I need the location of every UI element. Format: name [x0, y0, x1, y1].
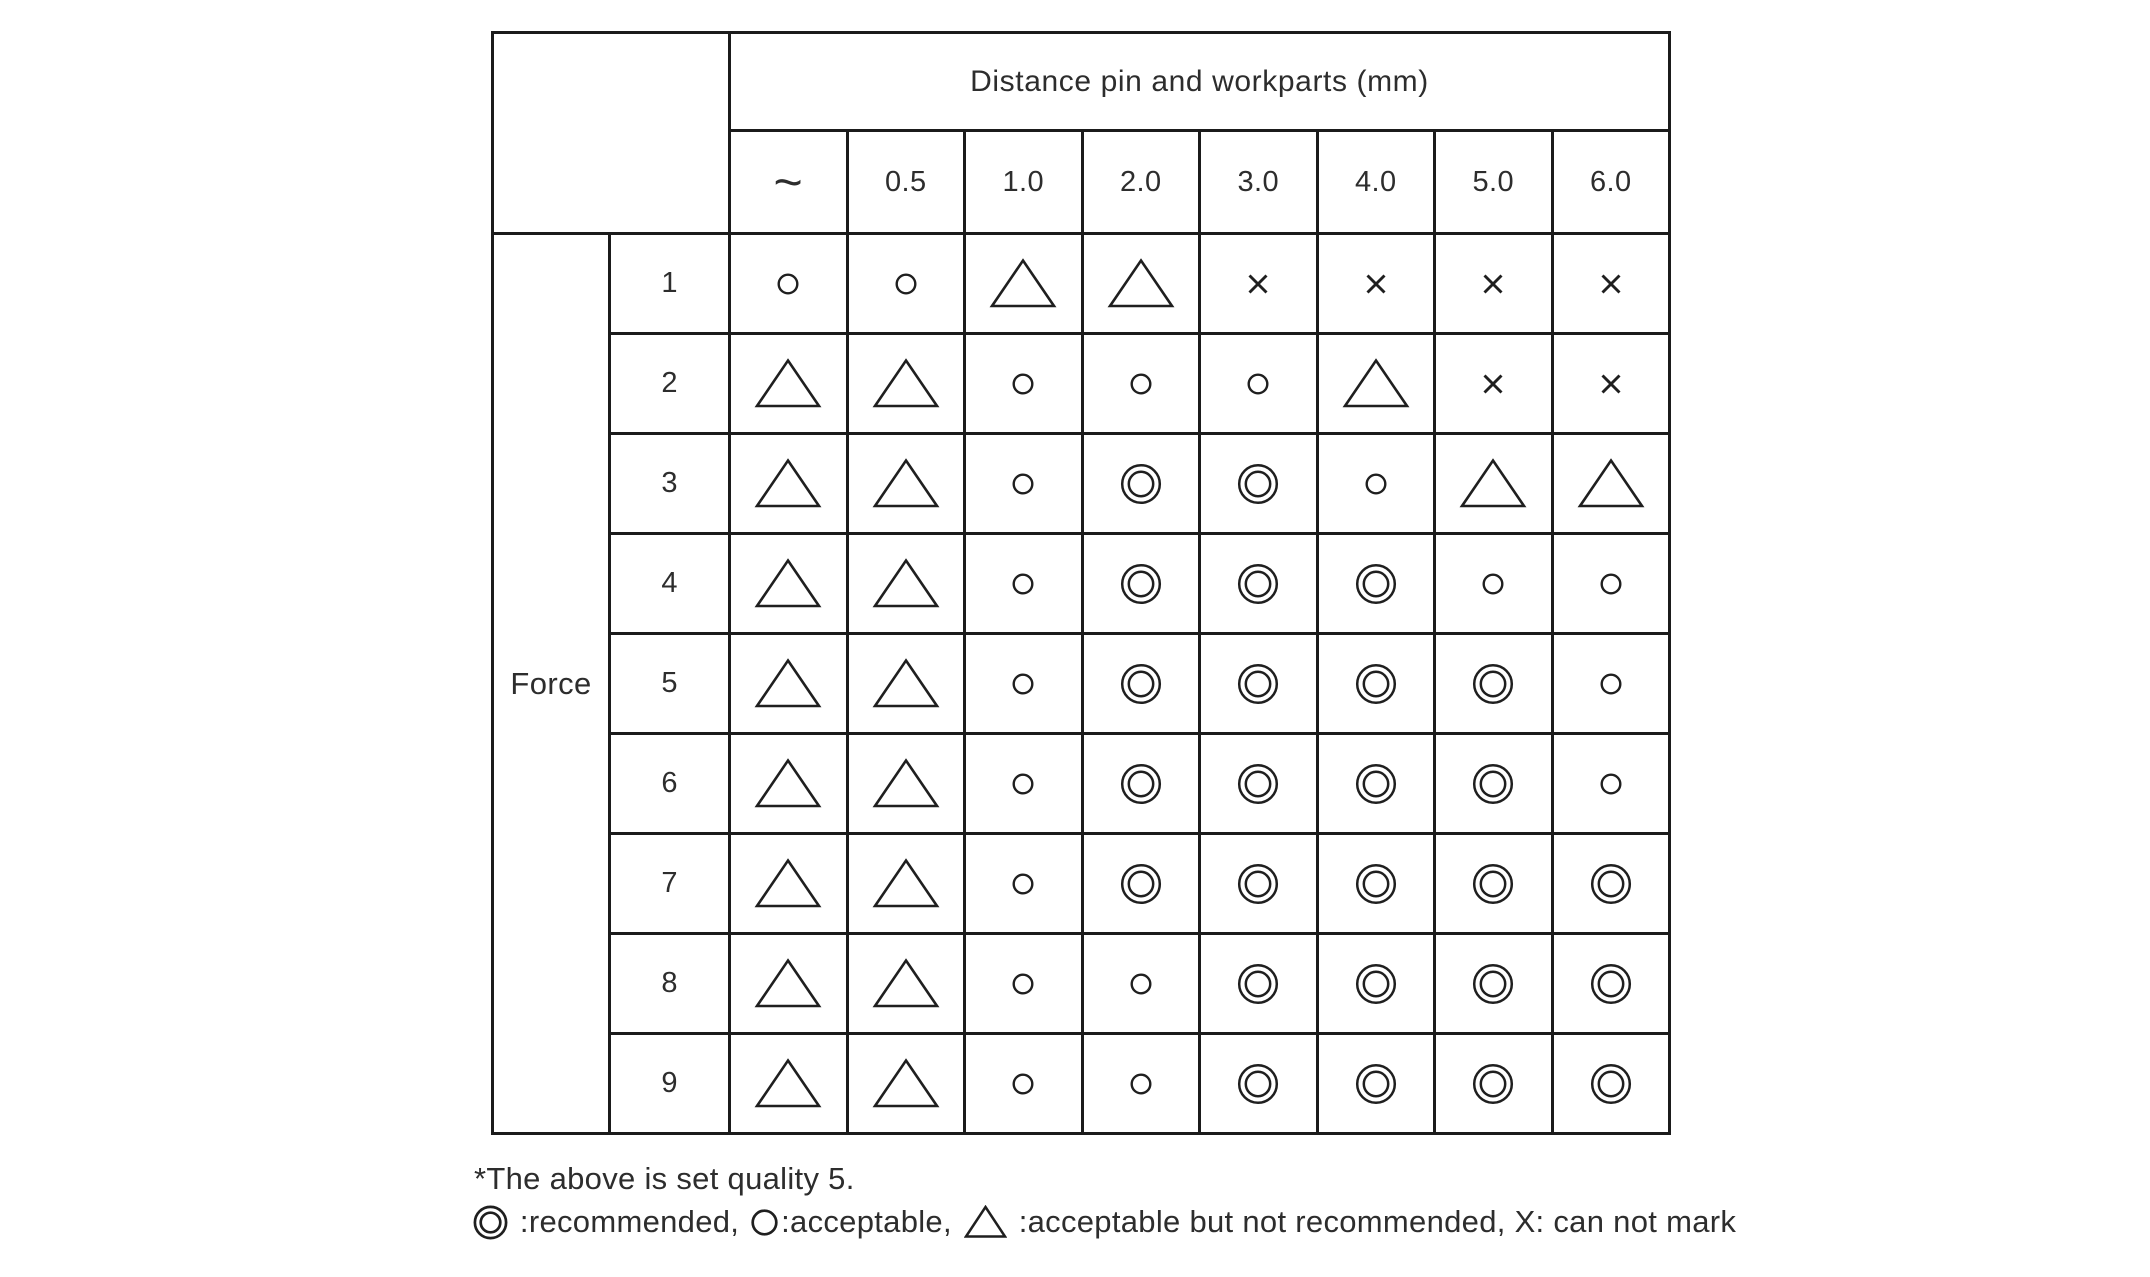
cell-force9-col4.0 — [1317, 1034, 1435, 1134]
cell-force5-col1.0 — [965, 634, 1083, 734]
double-circle-icon — [1355, 663, 1397, 705]
legend-text: :acceptable, — [781, 1204, 961, 1239]
double-circle-icon — [1237, 863, 1279, 905]
corner-blank-cell — [493, 33, 730, 234]
double-circle-icon — [1120, 763, 1162, 805]
cell-force4-col4.0 — [1317, 534, 1435, 634]
cell-force5-col5.0 — [1435, 634, 1553, 734]
triangle-icon — [754, 1058, 822, 1109]
triangle-icon — [754, 558, 822, 609]
cell-force1-col6.0 — [1552, 234, 1670, 334]
cell-force7-col1.0 — [965, 834, 1083, 934]
double-circle-icon — [1472, 963, 1514, 1005]
cell-force6-col5.0 — [1435, 734, 1553, 834]
double-circle-icon — [1120, 863, 1162, 905]
column-header-3.0: 3.0 — [1200, 131, 1318, 234]
circle-icon — [1600, 573, 1622, 595]
cross-icon — [1598, 271, 1624, 297]
cell-force7-col~ — [730, 834, 848, 934]
double-circle-icon — [1120, 663, 1162, 705]
force-row-4 — [493, 534, 1670, 634]
cell-force8-col0.5 — [847, 934, 965, 1034]
circle-icon — [1012, 373, 1034, 395]
triangle-icon — [872, 658, 940, 709]
double-circle-icon — [1237, 1063, 1279, 1105]
cell-force9-col2.0 — [1082, 1034, 1200, 1134]
title-row — [493, 33, 1670, 131]
cross-icon — [1598, 371, 1624, 397]
cell-force4-col5.0 — [1435, 534, 1553, 634]
cell-force9-col~ — [730, 1034, 848, 1134]
cell-force8-col1.0 — [965, 934, 1083, 1034]
cross-icon — [1480, 271, 1506, 297]
legend-text: :recommended, — [511, 1204, 749, 1239]
circle-icon — [1130, 973, 1152, 995]
cell-force9-col5.0 — [1435, 1034, 1553, 1134]
double-circle-icon — [1355, 563, 1397, 605]
force-row-6 — [493, 734, 1670, 834]
cell-force1-col5.0 — [1435, 234, 1553, 334]
double-circle-icon — [1472, 863, 1514, 905]
marking-quality-table — [491, 31, 1671, 1135]
legend-text: :acceptable but not recommended, X: can not mark — [1009, 1204, 1737, 1239]
cell-force3-col~ — [730, 434, 848, 534]
cell-force1-col1.0 — [965, 234, 1083, 334]
cell-force9-col1.0 — [965, 1034, 1083, 1134]
cell-force8-col4.0 — [1317, 934, 1435, 1034]
triangle-icon — [1577, 458, 1645, 509]
circle-icon — [1012, 873, 1034, 895]
triangle-icon — [754, 358, 822, 409]
circle-icon — [1600, 673, 1622, 695]
legend-double-circle-icon — [473, 1205, 508, 1240]
circle-icon — [1012, 773, 1034, 795]
double-circle-icon — [1355, 1063, 1397, 1105]
triangle-icon — [872, 358, 940, 409]
cell-force9-col6.0 — [1552, 1034, 1670, 1134]
force-value: 4 — [610, 534, 730, 634]
circle-icon — [1247, 373, 1269, 395]
force-group-label: Force — [493, 234, 610, 1134]
column-header-4.0: 4.0 — [1317, 131, 1435, 234]
cell-force2-col4.0 — [1317, 334, 1435, 434]
force-value: 8 — [610, 934, 730, 1034]
circle-icon — [1365, 473, 1387, 495]
column-header-6.0: 6.0 — [1552, 131, 1670, 234]
cell-force4-col0.5 — [847, 534, 965, 634]
force-value: 3 — [610, 434, 730, 534]
circle-icon — [1012, 673, 1034, 695]
cell-force4-col1.0 — [965, 534, 1083, 634]
force-value: 7 — [610, 834, 730, 934]
triangle-icon — [872, 458, 940, 509]
cell-force9-col0.5 — [847, 1034, 965, 1134]
cell-force1-col2.0 — [1082, 234, 1200, 334]
circle-icon — [1012, 473, 1034, 495]
double-circle-icon — [1355, 863, 1397, 905]
cell-force7-col3.0 — [1200, 834, 1318, 934]
force-row-5 — [493, 634, 1670, 734]
legend-circle-icon — [751, 1209, 778, 1236]
triangle-icon — [754, 858, 822, 909]
double-circle-icon — [1237, 663, 1279, 705]
double-circle-icon — [1472, 663, 1514, 705]
double-circle-icon — [1355, 963, 1397, 1005]
double-circle-icon — [1472, 763, 1514, 805]
cell-force6-col2.0 — [1082, 734, 1200, 834]
cell-force5-col3.0 — [1200, 634, 1318, 734]
circle-icon — [1012, 1073, 1034, 1095]
force-row-2 — [493, 334, 1670, 434]
force-row-7 — [493, 834, 1670, 934]
cell-force2-col3.0 — [1200, 334, 1318, 434]
triangle-icon — [754, 758, 822, 809]
cross-icon — [1245, 271, 1271, 297]
force-value: 5 — [610, 634, 730, 734]
cell-force8-col2.0 — [1082, 934, 1200, 1034]
cell-force9-col3.0 — [1200, 1034, 1318, 1134]
circle-icon — [1482, 573, 1504, 595]
cell-force2-col2.0 — [1082, 334, 1200, 434]
cell-force5-col2.0 — [1082, 634, 1200, 734]
double-circle-icon — [1472, 1063, 1514, 1105]
table-title: Distance pin and workparts (mm) — [730, 33, 1670, 131]
triangle-icon — [872, 958, 940, 1009]
cell-force7-col5.0 — [1435, 834, 1553, 934]
triangle-icon — [1342, 358, 1410, 409]
cell-force2-col1.0 — [965, 334, 1083, 434]
column-header-1.0: 1.0 — [965, 131, 1083, 234]
cell-force5-col0.5 — [847, 634, 965, 734]
cell-force1-col0.5 — [847, 234, 965, 334]
force-row-3 — [493, 434, 1670, 534]
circle-icon — [1012, 973, 1034, 995]
cell-force6-col3.0 — [1200, 734, 1318, 834]
legend-triangle-icon — [964, 1205, 1007, 1239]
double-circle-icon — [1237, 463, 1279, 505]
cell-force8-col6.0 — [1552, 934, 1670, 1034]
cell-force8-col3.0 — [1200, 934, 1318, 1034]
column-header-5.0: 5.0 — [1435, 131, 1553, 234]
cell-force7-col6.0 — [1552, 834, 1670, 934]
triangle-icon — [1107, 258, 1175, 309]
circle-icon — [1600, 773, 1622, 795]
force-row-9 — [493, 1034, 1670, 1134]
circle-icon — [895, 273, 917, 295]
circle-icon — [1130, 373, 1152, 395]
cell-force6-col~ — [730, 734, 848, 834]
double-circle-icon — [1590, 863, 1632, 905]
circle-icon — [777, 273, 799, 295]
double-circle-icon — [1355, 763, 1397, 805]
triangle-icon — [754, 458, 822, 509]
force-value: 1 — [610, 234, 730, 334]
cross-icon — [1363, 271, 1389, 297]
triangle-icon — [989, 258, 1057, 309]
cell-force7-col0.5 — [847, 834, 965, 934]
double-circle-icon — [1237, 763, 1279, 805]
triangle-icon — [754, 658, 822, 709]
triangle-icon — [872, 858, 940, 909]
cell-force1-col3.0 — [1200, 234, 1318, 334]
double-circle-icon — [1120, 563, 1162, 605]
cell-force8-col5.0 — [1435, 934, 1553, 1034]
cell-force3-col1.0 — [965, 434, 1083, 534]
triangle-icon — [872, 1058, 940, 1109]
circle-icon — [1012, 573, 1034, 595]
cell-force3-col0.5 — [847, 434, 965, 534]
cross-icon — [1480, 371, 1506, 397]
footnote: *The above is set quality 5. — [474, 1161, 855, 1196]
cell-force7-col4.0 — [1317, 834, 1435, 934]
triangle-icon — [1459, 458, 1527, 509]
double-circle-icon — [1590, 963, 1632, 1005]
circle-icon — [1130, 1073, 1152, 1095]
force-value: 2 — [610, 334, 730, 434]
double-circle-icon — [1237, 963, 1279, 1005]
cell-force6-col1.0 — [965, 734, 1083, 834]
cell-force3-col2.0 — [1082, 434, 1200, 534]
cell-force6-col4.0 — [1317, 734, 1435, 834]
cell-force2-col~ — [730, 334, 848, 434]
cell-force7-col2.0 — [1082, 834, 1200, 934]
force-value: 9 — [610, 1034, 730, 1134]
triangle-icon — [872, 558, 940, 609]
force-row-8 — [493, 934, 1670, 1034]
triangle-icon — [872, 758, 940, 809]
cell-force4-col2.0 — [1082, 534, 1200, 634]
triangle-icon — [754, 958, 822, 1009]
cell-force6-col0.5 — [847, 734, 965, 834]
cell-force3-col4.0 — [1317, 434, 1435, 534]
cell-force5-col~ — [730, 634, 848, 734]
column-header-0.5: 0.5 — [847, 131, 965, 234]
cell-force3-col5.0 — [1435, 434, 1553, 534]
cell-force4-col6.0 — [1552, 534, 1670, 634]
cell-force4-col3.0 — [1200, 534, 1318, 634]
cell-force2-col6.0 — [1552, 334, 1670, 434]
cell-force2-col5.0 — [1435, 334, 1553, 434]
cell-force1-col~ — [730, 234, 848, 334]
column-header-2.0: 2.0 — [1082, 131, 1200, 234]
cell-force3-col6.0 — [1552, 434, 1670, 534]
double-circle-icon — [1237, 563, 1279, 605]
cell-force8-col~ — [730, 934, 848, 1034]
cell-force4-col~ — [730, 534, 848, 634]
cell-force1-col4.0 — [1317, 234, 1435, 334]
legend — [470, 1196, 1736, 1248]
cell-force6-col6.0 — [1552, 734, 1670, 834]
force-value: 6 — [610, 734, 730, 834]
column-header-~: ~ — [730, 131, 848, 234]
cell-force2-col0.5 — [847, 334, 965, 434]
double-circle-icon — [1590, 1063, 1632, 1105]
double-circle-icon — [1120, 463, 1162, 505]
cell-force5-col6.0 — [1552, 634, 1670, 734]
cell-force3-col3.0 — [1200, 434, 1318, 534]
force-row-1 — [493, 234, 1670, 334]
cell-force5-col4.0 — [1317, 634, 1435, 734]
